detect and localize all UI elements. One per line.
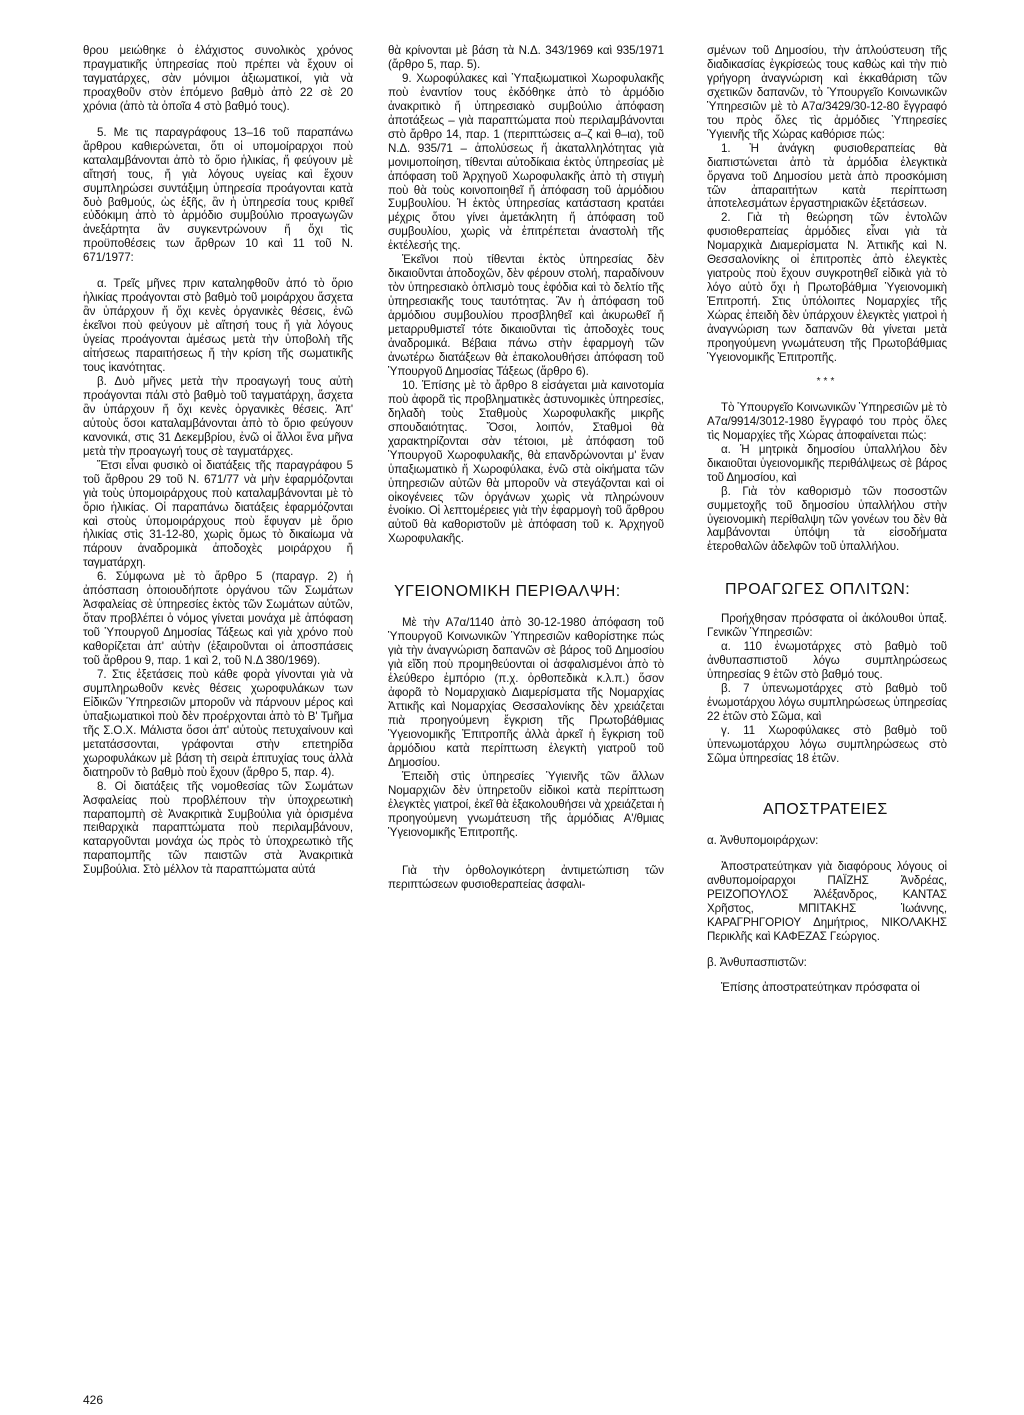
paragraph: Μὲ τὴν Α7α/1140 ἀπὸ 30-12-1980 ἀπόφαση τοῦ Ὑπουργοῦ Κοινωνικῶν Ὑπηρεσιῶν καθορίστηκε πώς γιὰ τὴν ἀναγνώριση δαπανῶν σὲ βάρος τοῦ Δημοσίου γιὰ εἴδη ποὺ προμηθεύονται οἱ ἀσφαλισμένοι ἀπὸ τὸ ἐλεύθερο ἐμπόριο (π.χ. ὀρθοπεδικὰ κ.λ.π.) ὅσον ἀφορᾶ τὸ Νομαρχιακὸ Διαμερίσματα τῆς Νομαρχίας Ἀττικῆς καὶ Νομαρχίας Θεσσαλονίκης δὲν χρειάζεται πιὰ προηγούμενη ἔγκριση τῆς Πρωτοβάθμιας Ὑγειονομικῆς Ἐπιτροπῆς ἀλλὰ ἀρκεῖ ἡ ἔγκριση τοῦ ἁρμόδιου κατὰ περίπτωση ἐλεγκτὴ γιατροῦ τοῦ Δημοσίου. bbox=[388, 616, 664, 769]
paragraph: Τὸ Ὑπουργεῖο Κοινωνικῶν Ὑπηρεσιῶν μὲ τὸ Α7α/9914/3012-1980 ἔγγραφό του πρὸς ὅλες τὶς Νομαρχίες τῆς Χώρας ἀποφαίνεται πώς: bbox=[707, 400, 947, 442]
paragraph: β. Γιὰ τὸν καθορισμὸ τῶν ποσοστῶν συμμετοχῆς τοῦ δημοσίου ὑπαλλήλου στὴν ὑγειονομικὴ περίθαλψη τῶν γονέων του δὲν θὰ λαμβάνονται ὑπόψη τὰ εἰσοδήματα ἑτεροθαλῶν ἀδελφῶν τοῦ ὑπαλλήλου. bbox=[707, 484, 947, 554]
paragraph: β. 7 ὑπενωμοτάρχες στὸ βαθμὸ τοῦ ἐνωμοτάρχου λόγω συμπληρώσεως ὑπηρεσίας 22 ἐτῶν στὸ Σῶμα, καὶ bbox=[707, 682, 947, 724]
text-column-right bbox=[707, 44, 947, 995]
section-heading-health-care: ΥΓΕΙΟΝΟΜΙΚΗ ΠΕΡΙΘΑΛΨΗ: bbox=[394, 583, 621, 601]
subheading: β. Ἀνθυπασπιστῶν: bbox=[707, 955, 807, 969]
section-separator: *** bbox=[816, 375, 838, 387]
paragraph: 5. Με τις παραγράφους 13–16 τοῦ παραπάνω ἄρθρου καθιερώνεται, ὅτι οἱ υπομοίραρχοι ποὺ καταλαμβάνονται ἀπὸ τὸ ὅριο ἡλικίας, ἤ φεύγουν μὲ αἴτησή τους, ἤ γιὰ λόγους υγείας καὶ ἔχουν συμπληρώσει συντάξιμη ὑπηρεσία προάγονται κατὰ δυὸ βαθμούς, ὡς ἑξῆς, ἂν ἡ ὑπηρεσία τους κριθεῖ εὐδόκιμη ἀπὸ τὸ ἁρμόδιο συμβούλιο προαγωγῶν ἀνεξάρτητα ἂν συγκεντρώνουν ἤ ὄχι τὶς προϋποθέσεις των ἄρθρων 10 καὶ 11 τοῦ Ν. 671/1977: bbox=[83, 125, 353, 265]
paragraph: α. Ἡ μητρικὰ δημοσίου ὑπαλλήλου δὲν δικαιοῦται ὑγειονομικῆς περιθάλψεως σὲ βάρος τοῦ Δημοσίου, καὶ bbox=[707, 442, 947, 484]
paragraph: 8. Οἱ διατάξεις τῆς νομοθεσίας τῶν Σωμάτων Ἀσφαλείας ποὺ προβλέπουν τὴν ὑποχρεωτικὴ παραπομπὴ σὲ Ἀνακριτικὰ Συμβούλια γιὰ ὁρισμένα πειθαρχικὰ παραπτώματα ποὺ περιλαμβάνουν, καταργοῦνται μονάχα ὡς πρὸς τὸ ὑποχρεωτικὸ τῆς παραπομπῆς τῶν παιστῶν στὰ Ἀνακριτικὰ Συμβούλια. Στὸ μέλλον τὰ παραπτώματα αὐτά bbox=[83, 779, 353, 877]
paragraph: α. Τρεῖς μῆνες πριν καταληφθοῦν ἀπό τὸ ὅριο ἡλικίας προάγονται στὸ βαθμὸ τοῦ μοιράρχου ἄσχετα ἂν ὑπάρχουν ἤ ὄχι κενὲς ὀργανικὲς θέσεις, ἐνῶ ἐκεῖνοι ποὺ φεύγουν μὲ αἴτησή τους ἤ γιὰ λόγους ὑγείας προάγονται ἀμέσως μετὰ τὴν ὑποβολὴ τῆς αἰτήσεως παραιτήσεως ἤ τὴν κρίση τῆς σωματικῆς τους ἱκανότητας. bbox=[83, 277, 353, 375]
paragraph: θρου μειώθηκε ὁ ἐλάχιστος συνολικὸς χρόνος πραγματικῆς ὑπηρεσίας ποὺ πρέπει νὰ ἔχουν οἱ ταγματάρχες, σὰν μόνιμοι ἀξιωματικοί, γιὰ νὰ προαχθοῦν στὸν ἑπόμενο βαθμὸ ἀπὸ 22 σὲ 20 χρόνια (ἀπὸ τὰ ὁποῖα 4 στὸ βαθμό τους). bbox=[83, 44, 353, 113]
paragraph: Ἀποστρατεύτηκαν γιὰ διαφόρους λόγους οἱ ανθυπομοίραρχοι ΠΑΪΖΗΣ Ἀνδρέας, ΡΕΙΖΟΠΟΥΛΟΣ Ἀλέξανδρος, ΚΑΝΤΑΣ Χρῆστος, ΜΠΙΤΑΚΗΣ Ἰωάννης, ΚΑΡΑΓΡΗΓΟΡΙΟΥ Δημήτριος, ΝΙΚΟΛΑΚΗΣ Περικλῆς καὶ ΚΑΦΕΖΑΣ Γεώργιος. bbox=[707, 859, 947, 943]
section-heading-promotions: ΠΡΟΑΓΩΓΕΣ ΟΠΛΙΤΩΝ: bbox=[725, 581, 911, 599]
text-column-middle bbox=[388, 44, 664, 891]
paragraph: Προήχθησαν πρόσφατα οἱ ἀκόλουθοι ὑπαξ. Γενικῶν Ὑπηρεσιῶν: bbox=[707, 612, 947, 640]
paragraph: β. Δυὸ μῆνες μετὰ τὴν προαγωγή τους αὐτὴ προάγονται πάλι στὸ βαθμὸ τοῦ ταγματάρχη, ἄσχετα ἂν ὑπάρχουν ἤ ὄχι κενὲς ὀργανικὲς θέσεις. Ἀπ' αὐτοὺς ὅσοι καταλαμβάνονται ἀπὸ τὸ ὅριο φεύγουν κανονικά, στις 31 Δεκεμβρίου, ἐνῶ οἱ ἄλλοι ἕνα μῆνα μετὰ τὴν προαγωγή τους σὲ ταγματάρχες. bbox=[83, 374, 353, 458]
section-heading-retirements: ΑΠΟΣΤΡΑΤΕΙΕΣ bbox=[763, 800, 888, 818]
paragraph: 7. Στις ἐξετάσεις ποὺ κάθε φορὰ γίνονται γιὰ νὰ συμπληρωθοῦν κενὲς θέσεις χωροφυλάκων των Εἰδικῶν Ὑπηρεσιῶν μποροῦν νὰ πάρνουν μέρος καὶ ὑπαξιωματικοὶ ποὺ δὲν προέρχονται ἀπὸ τὸ Β' Τμῆμα τῆς Σ.Ο.Χ. Μάλιστα ὅσοι ἀπ' αὐτοὺς πετυχαίνουν καὶ μετατάσσονται, γράφονται στὴν επετηρίδα χωροφυλάκων μὲ βάση τὴ σειρὰ ἐπιτυχίας τους ἀλλὰ διατηροῦν τὸ βαθμὸ ποὺ ἔχουν (ἄρθρο 5, παρ. 4). bbox=[83, 667, 353, 779]
paragraph: 10. Ἐπίσης μὲ τὸ ἄρθρο 8 εἰσάγεται μιὰ καινοτομία ποὺ ἀφορᾶ τὶς προβληματικὲς ἀστυνομικὲς ὑπηρεσίες, δηλαδὴ τοὺς Σταθμοὺς Χωροφυλακῆς μικρῆς σπουδαιότητας. Ὅσοι, λοιπόν, Σταθμοὶ θὰ χαρακτηρίζονται σὰν τέτοιοι, μὲ ἀπόφαση τοῦ Ὑπουργοῦ Χωροφυλακῆς, θὰ επανδρώνονται μ' ἕναν ὑπαξιωματικὸ ἤ Χωροφύλακα, ἐνῶ στὰ οἰκήματα τῶν ὑπηρεσιῶν αὐτῶν θὰ μποροῦν νὰ στεγάζονται καὶ οἱ οἰκογένειες τῶν ὀργάνων χωρὶς νὰ πληρώνουν ἐνοίκιο. Οἱ λεπτομέρειες γιὰ τὴν ἐφαρμογὴ τοῦ ἄρθρου αὐτοῦ θὰ καθοριστοῦν μὲ ἀπόφαση τοῦ κ. Ἀρχηγοῦ Χωροφυλακῆς. bbox=[388, 378, 664, 546]
paragraph: 2. Γιὰ τὴ θεώρηση τῶν ἐντολῶν φυσιοθεραπείας ἁρμόδιες εἶναι γιὰ τὰ Νομαρχικὰ Διαμερίσματα Ν. Ἀττικῆς καὶ Ν. Θεσσαλονίκης οἱ ἐπιτροπὲς ἀπὸ ἐλεγκτὲς γιατροὺς ποὺ ἔχουν συγκροτηθεῖ εἰδικὰ γιὰ τὸ λόγο αὐτὸ ὄχι ἡ Πρωτοβάθμια Ὑγειονομικὴ Ἐπιτροπή. Στις ὑπόλοιπες Νομαρχίες τῆς Χώρας ἐπειδὴ δὲν ὑπάρχουν ἐλεγκτὲς γιατροὶ ἡ ἀναγνώριση των δαπανῶν θὰ γίνεται μετὰ προηγούμενη γνωμάτευση τῆς Πρωτοβάθμιας Ὑγειονομικῆς Ἐπιτροπῆς. bbox=[707, 211, 947, 364]
text-column-left bbox=[83, 44, 353, 877]
paragraph: 9. Χωροφύλακες καὶ Ὑπαξιωματικοὶ Χωροφυλακῆς ποὺ ἐναντίον τους ἐκδόθηκε ἀπὸ τὸ ἁρμόδιο ἀνακριτικὸ ἤ ὑπηρεσιακὸ συμβούλιο ἀπόφαση ἀποτάξεως – γιὰ παραπτώματα ποὺ περιλαμβάνονται στὸ ἄρθρο 14, παρ. 1 (περιπτώσεις α–ζ καὶ θ–ια), τοῦ Ν.Δ. 935/71 – ἀπολύσεως ἤ ἀκαταλληλότητας γιὰ μονιμοποίηση, τίθενται αὐτοδίκαια ἐκτὸς ὑπηρεσίας μὲ ἀπόφαση τοῦ Ἀρχηγοῦ Χωροφυλακῆς ἀπὸ τὴ στιγμὴ ποὺ θὰ τοὺς κοινοποιηθεῖ ἤ ἀπόφαση τοῦ ἁρμόδιου Συμβουλίου. Ἡ ἐκτὸς ὑπηρεσίας κατάσταση κρατάει μέχρις ὅτου γίνει ἀμετάκλητη ἤ ἀπόφαση τοῦ συμβουλίου, χωρὶς νὰ ἐπιτρέπεται ἀναστολὴ τῆς ἐκτέλεσής της. bbox=[388, 71, 664, 253]
paragraph: Ἔτσι εἶναι φυσικὸ οἱ διατάξεις τῆς παραγράφου 5 τοῦ ἄρθρου 29 τοῦ Ν. 671/77 νὰ μὴν ἐφαρμόζονται γιὰ τοὺς ὑπομοιράρχους ποὺ καταλαμβάνονται μὲ τὸ ὅριο ἡλικίας. Οἱ παραπάνω διατάξεις ἐφαρμόζονται καὶ στοὺς ὑπομοιράρχους ποὺ ἔφυγαν μὲ ὅριο ἡλικίας στὶς 31-12-80, χωρὶς ὅμως τὸ δικαίωμα νὰ πάρουν ἀναδρομικὰ ἀποδοχὲς μοιράρχου ἤ ταγματάρχη. bbox=[83, 458, 353, 570]
paragraph: σμένων τοῦ Δημοσίου, τὴν ἀπλούστευση τῆς διαδικασίας ἐγκρίσεώς τους καθὼς καὶ τὴν πιὸ γρήγορη ἀναγνώριση καὶ ἐκκαθάριση τῶν σχετικῶν δαπανῶν, τὸ Ὑπουργεῖο Κοινωνικῶν Ὑπηρεσιῶν μὲ τὸ Α7α/3429/30-12-80 ἔγγραφό του πρὸς ὅλες τὶς ἁρμόδιες Ὑπηρεσίες Ὑγιεινῆς τῆς Χώρας καθόρισε πώς: bbox=[707, 44, 947, 141]
paragraph: 6. Σύμφωνα μὲ τὸ ἄρθρο 5 (παραγρ. 2) ἡ ἀπόσπαση ὁποιουδήποτε ὀργάνου τῶν Σωμάτων Ἀσφαλείας σὲ ὑπηρεσίες ἐκτὸς τῶν Σωμάτων αὐτῶν, ὅταν προβλέπει ὁ νόμος γίνεται μονάχα μὲ ἀπόφαση τοῦ Ὑπουργοῦ Δημοσίας Τάξεως καὶ γιὰ χρόνο ποὺ καθορίζεται ἀπ' αὐτὴν (ἐξαιροῦνται οἱ ἀποσπάσεις τοῦ ἄρθρου 9, παρ. 1 καὶ 2, τοῦ Ν.Δ 380/1969). bbox=[83, 570, 353, 668]
paragraph: θὰ κρίνονται μὲ βάση τὰ Ν.Δ. 343/1969 καὶ 935/1971 (ἄρθρο 5, παρ. 5). bbox=[388, 44, 664, 71]
paragraph: γ. 11 Χωροφύλακες στὸ βαθμὸ τοῦ ὑπενωμοτάρχου λόγω συμπληρώσεως στὸ Σῶμα ὑπηρεσίας 18 ἐτῶν. bbox=[707, 723, 947, 765]
page-number: 426 bbox=[83, 1393, 104, 1407]
paragraph: Ἐπειδὴ στὶς ὑπηρεσίες Ὑγιεινῆς τῶν ἄλλων Νομαρχιῶν δὲν ὑπηρετοῦν εἰδικοὶ κατὰ περίπτωση ἐλεγκτὲς γιατροί, ἐκεῖ θὰ ἐξακολουθήσει νὰ χρειάζεται ἡ προηγούμενη γνωμάτευση τῆς ἁρμόδιας Α'/θμιας Ὑγειονομικῆς Ἐπιτροπῆς. bbox=[388, 769, 664, 839]
paragraph: 1. Ἡ ἀνάγκη φυσιοθεραπείας θὰ διαπιστώνεται ἀπὸ τὰ ἁρμόδια ἐλεγκτικὰ ὄργανα τοῦ Δημοσίου μετὰ ἀπὸ προσκόμιση τῶν ἀπαραιτήτων κατὰ περίπτωση ἀποτελεσμάτων ἐργαστηριακῶν ἐξετάσεων. bbox=[707, 141, 947, 211]
paragraph: Ἐπίσης ἀποστρατεύτηκαν πρόσφατα οἱ bbox=[721, 981, 920, 995]
paragraph: Γιὰ τὴν ὀρθολογικότερη ἀντιμετώπιση τῶν περιπτώσεων φυσιοθεραπείας ἀσφαλι- bbox=[388, 863, 664, 891]
paragraph: Ἐκεῖνοι ποὺ τίθενται ἐκτὸς ὑπηρεσίας δὲν δικαιοῦνται ἀποδοχῶν, δὲν φέρουν στολή, παραδίνουν τὸν ὑπηρεσιακὸ ὁπλισμὸ τους ἐφόδια καὶ τὸ δελτίο τῆς ὑπηρεσιακῆς τους ταυτότητας. Ἂν ἡ ἀπόφαση τοῦ ἁρμόδιου συμβουλίου προσβληθεῖ καὶ ἀκυρωθεῖ ἤ μεταρρυθμιστεῖ τότε δικαιοῦνται τὶς ἀποδοχὲς τους ἀναδρομικά. Βέβαια πάνω στὴν ἐφαρμογὴ τῶν ἀνωτέρω διατάξεων θὰ ἐπακολουθήσει ἀπόφαση τοῦ Ὑπουργοῦ Δημοσίας Τάξεως (ἄρθρο 6). bbox=[388, 253, 664, 378]
paragraph: α. 110 ἐνωμοτάρχες στὸ βαθμὸ τοῦ ἀνθυπασπιστοῦ λόγω συμπληρώσεως ὑπηρεσίας 9 ἐτῶν στὸ βαθμό τους. bbox=[707, 640, 947, 682]
subheading: α. Ἀνθυπομοιράρχων: bbox=[707, 833, 819, 847]
